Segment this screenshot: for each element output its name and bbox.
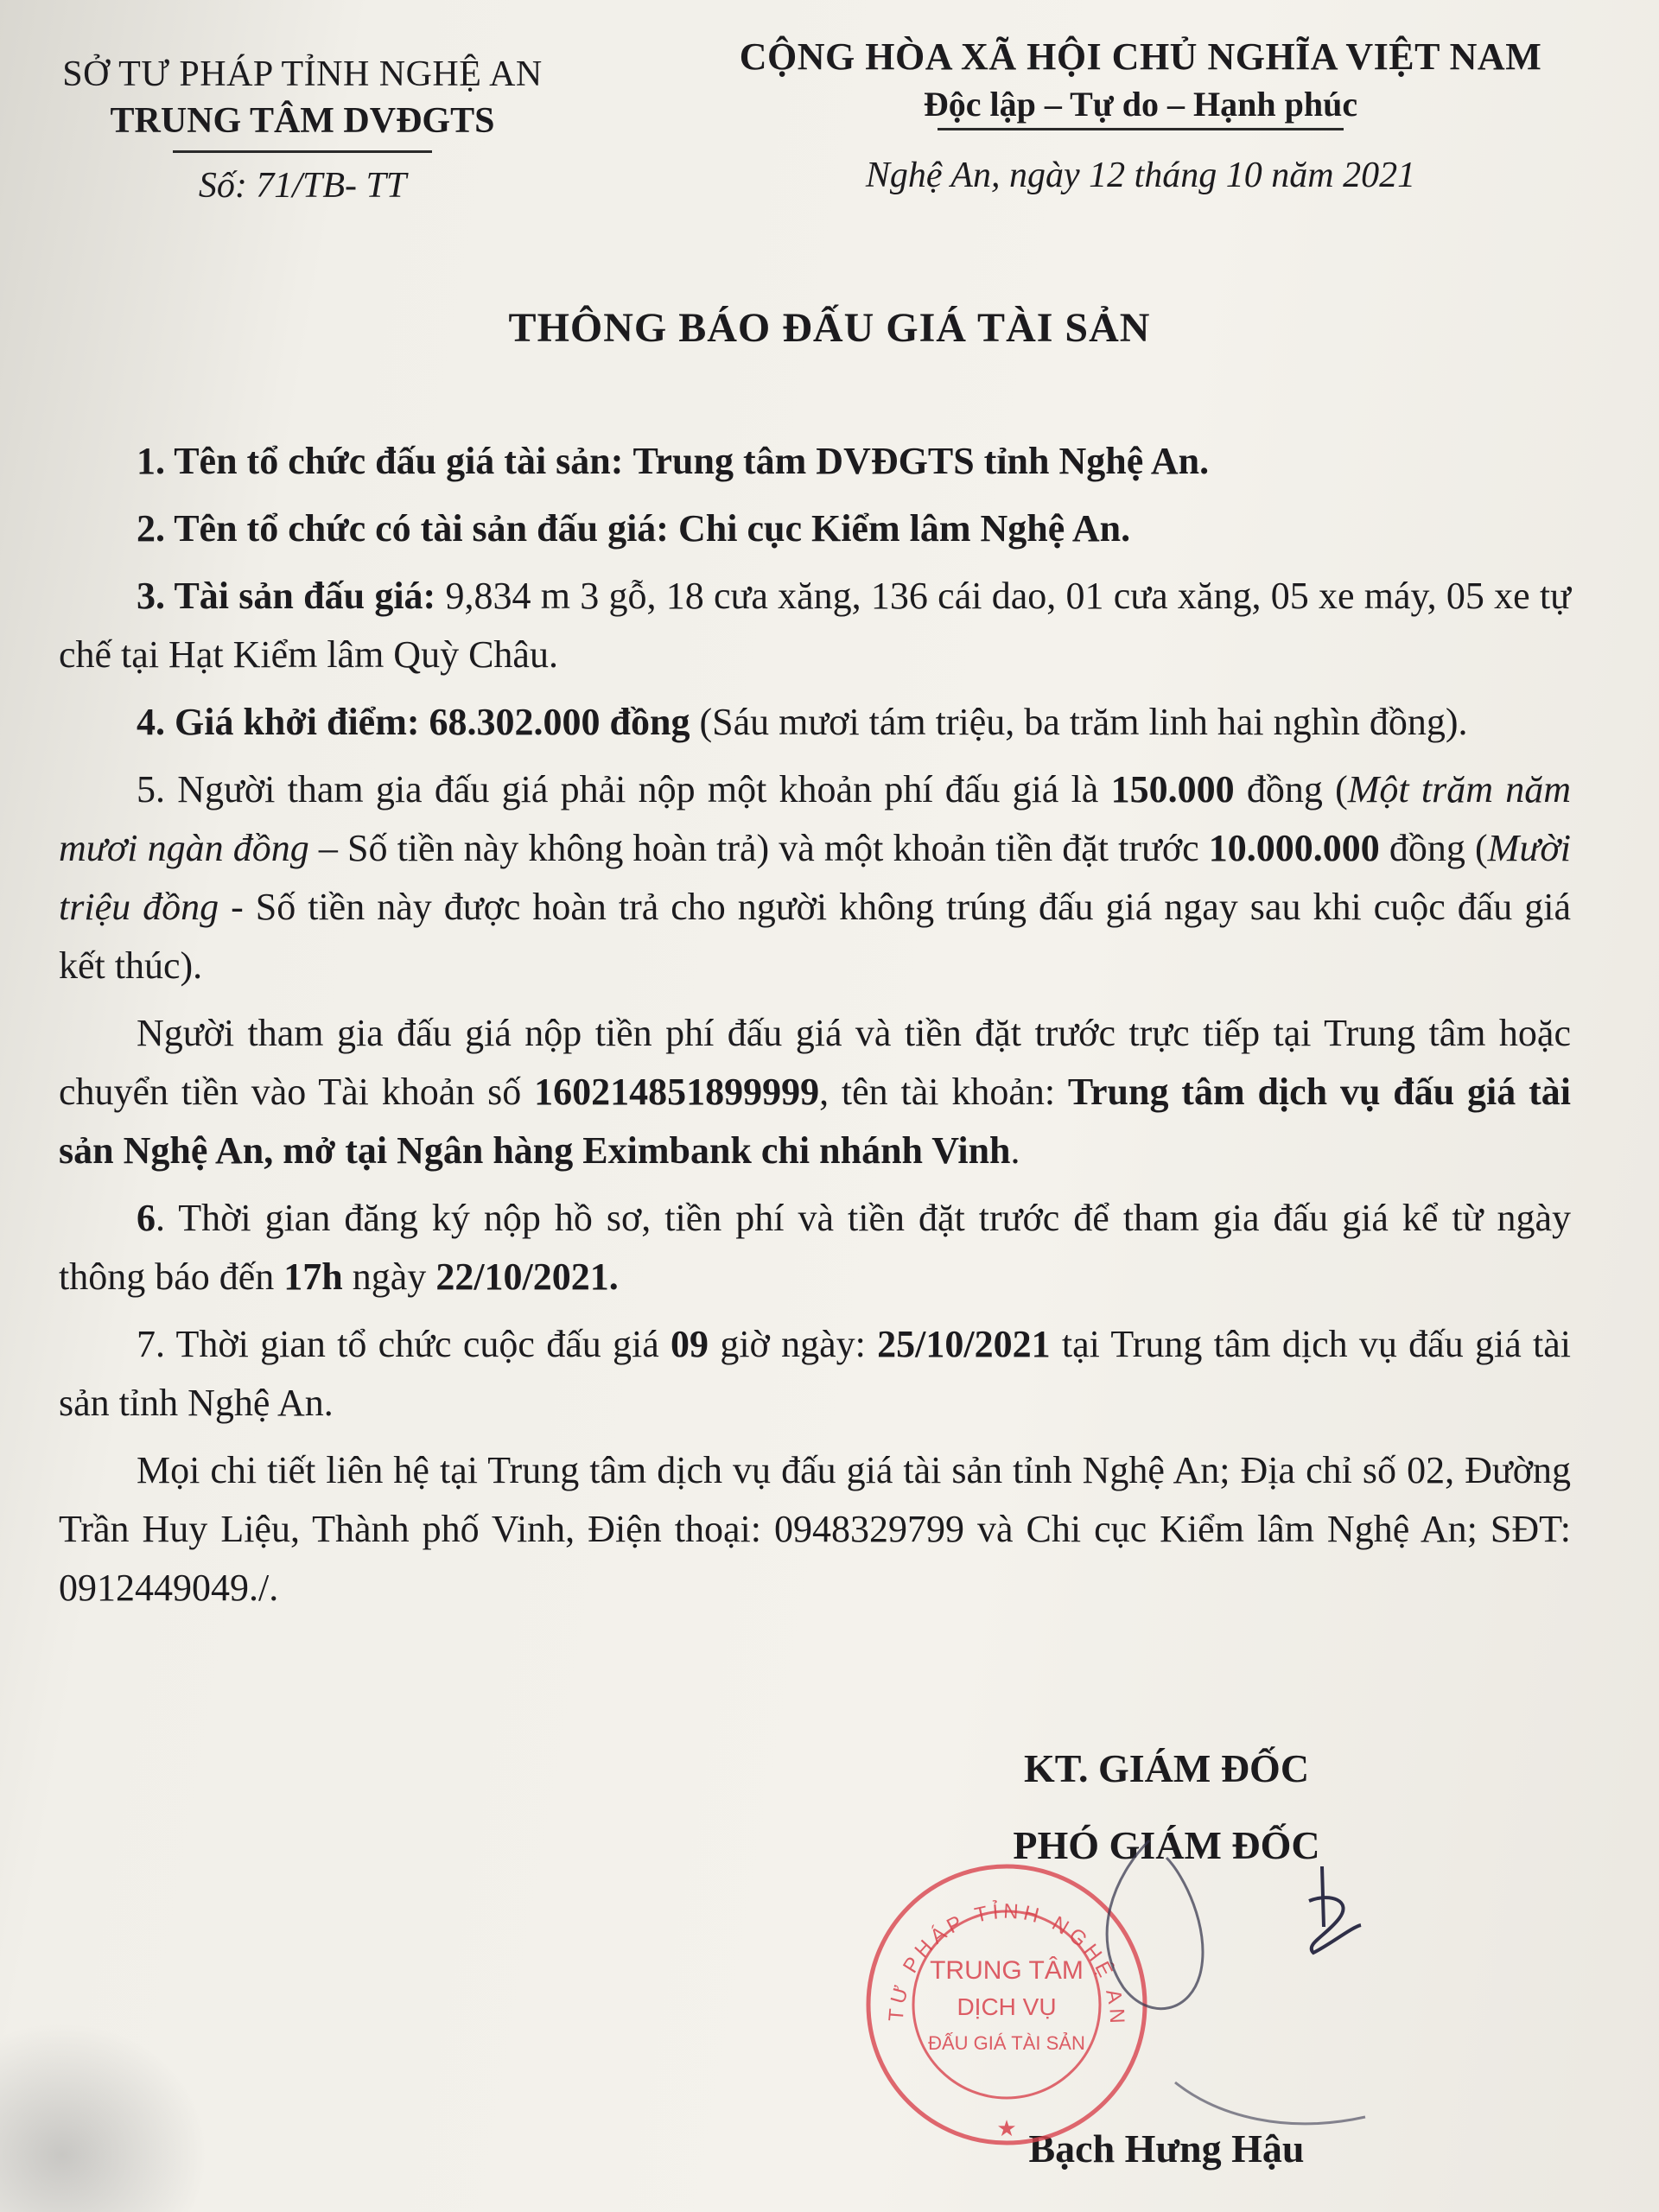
item-6-number: 6 xyxy=(137,1197,156,1239)
item-3 xyxy=(59,567,1571,684)
document-title: THÔNG BÁO ĐẤU GIÁ TÀI SẢN xyxy=(508,305,1151,351)
item-4-label: 4. Giá khởi điểm: 68.302.000 đồng xyxy=(137,701,690,743)
item-6-time: 17h xyxy=(283,1255,343,1298)
payment-text-a: Người tham gia đấu giá nộp tiền phí đấu giá và tiền đặt trước trực tiếp tại Trung tâm hoặc chuyển tiền vào Tài khoản số xyxy=(59,1012,1571,1113)
account-number: 160214851899999 xyxy=(534,1071,820,1113)
payment-text-b: , tên tài khoản: xyxy=(819,1071,1056,1113)
item-6-text-a: . Thời gian đăng ký nộp hồ sơ, tiền phí và tiền đặt trước để tham gia đấu giá kể từ ngày thông báo đến xyxy=(59,1197,1571,1298)
stamp-outer-text: TƯ PHÁP TỈNH NGHỆ AN xyxy=(884,1899,1129,2029)
photo-shadow xyxy=(0,2022,207,2212)
item-6-date: 22/10/2021. xyxy=(435,1255,619,1298)
stamp-line-3: ĐẤU GIÁ TÀI SẢN xyxy=(928,2032,1085,2054)
signer-name: Bạch Hưng Hậu xyxy=(1028,2126,1305,2171)
nation-name: CỘNG HÒA XÃ HỘI CHỦ NGHĨA VIỆT NAM xyxy=(739,35,1542,78)
item-7 xyxy=(59,1315,1571,1433)
item-5-deposit-words: Mười triệu đồng xyxy=(59,827,1572,928)
item-5-fee-words: Một trăm năm mươi ngàn đồng xyxy=(59,768,1572,869)
department-name: SỞ TƯ PHÁP TỈNH NGHỆ AN xyxy=(62,54,543,94)
item-7-text-a: 7. Thời gian tổ chức cuộc đấu giá xyxy=(137,1323,659,1365)
item-5-text-e: - Số tiền này được hoàn trả cho người không trúng đấu giá ngay sau khi cuộc đấu giá kết thúc). xyxy=(59,886,1571,987)
item-5-text-b: đồng ( xyxy=(1246,768,1348,810)
header-left xyxy=(35,54,570,207)
item-7-text-c: tại Trung tâm dịch vụ đấu giá tài sản tỉnh Nghệ An. xyxy=(59,1323,1571,1424)
stamp-line-2: DỊCH VỤ xyxy=(957,1993,1057,2020)
item-5-text-c: – Số tiền này không hoàn trả) và một khoản tiền đặt trước xyxy=(318,827,1199,869)
item-4-value: (Sáu mươi tám triệu, ba trăm linh hai nghìn đồng). xyxy=(699,701,1468,743)
handwritten-signature xyxy=(1020,1823,1400,2152)
document-body xyxy=(59,432,1571,1626)
item-5-text-d: đồng ( xyxy=(1389,827,1488,869)
item-5-fee: 150.000 xyxy=(1110,768,1235,810)
item-3-value: 9,834 m 3 gỗ, 18 cưa xăng, 136 cái dao, 01 cưa xăng, 05 xe máy, 05 xe tự chế tại Hạt Kiểm lâm Quỳ Châu. xyxy=(59,575,1572,676)
document-number: Số: 71/TB- TT xyxy=(198,166,407,206)
item-7-text-b: giờ ngày: xyxy=(720,1323,866,1365)
item-2 xyxy=(59,499,1571,558)
item-3-label: 3. Tài sản đấu giá: xyxy=(137,575,436,617)
contact-paragraph xyxy=(59,1441,1571,1618)
header-left-rule xyxy=(173,150,432,153)
national-motto: Độc lập – Tự do – Hạnh phúc xyxy=(923,85,1358,124)
item-7-hour: 09 xyxy=(671,1323,709,1365)
header-right xyxy=(665,35,1616,196)
place-date: Nghệ An, ngày 12 tháng 10 năm 2021 xyxy=(865,156,1416,195)
item-4 xyxy=(59,693,1571,752)
item-5-deposit: 10.000.000 xyxy=(1208,827,1380,869)
item-1-value: Trung tâm DVĐGTS tỉnh Nghệ An. xyxy=(632,440,1210,482)
account-name: Trung tâm dịch vụ đấu giá tài sản Nghệ An, mở tại Ngân hàng Eximbank chi nhánh Vinh xyxy=(59,1071,1571,1172)
payment-text-c: . xyxy=(1010,1129,1020,1172)
item-7-date: 25/10/2021 xyxy=(877,1323,1051,1365)
signature-title-2: PHÓ GIÁM ĐỐC xyxy=(1013,1823,1320,1867)
item-6-text-b: ngày xyxy=(352,1255,427,1298)
organization-name: TRUNG TÂM DVĐGTS xyxy=(110,101,495,141)
item-5 xyxy=(59,760,1571,995)
item-1 xyxy=(59,432,1571,491)
item-2-label: 2. Tên tổ chức có tài sản đấu giá: xyxy=(137,507,669,550)
signature-title-1: KT. GIÁM ĐỐC xyxy=(1023,1746,1310,1790)
item-6 xyxy=(59,1189,1571,1306)
header-right-rule xyxy=(938,128,1344,130)
item-1-label: 1. Tên tổ chức đấu giá tài sản: xyxy=(137,440,624,482)
stamp-star-icon: ★ xyxy=(996,2116,1017,2142)
contact-text: Mọi chi tiết liên hệ tại Trung tâm dịch vụ đấu giá tài sản tỉnh Nghệ An; Địa chỉ số 02, Đường Trần Huy Liệu, Thành phố Vinh, Điện thoại: 0948329799 và Chi cục Kiểm lâm Nghệ An; SĐT: 0912449049./. xyxy=(59,1449,1571,1609)
payment-paragraph xyxy=(59,1004,1571,1180)
item-2-value: Chi cục Kiểm lâm Nghệ An. xyxy=(677,507,1131,550)
item-5-text-a: Người tham gia đấu giá phải nộp một khoản phí đấu giá là xyxy=(177,768,1099,810)
stamp-line-1: TRUNG TÂM xyxy=(930,1956,1084,1985)
item-5-number: 5. xyxy=(137,768,165,810)
